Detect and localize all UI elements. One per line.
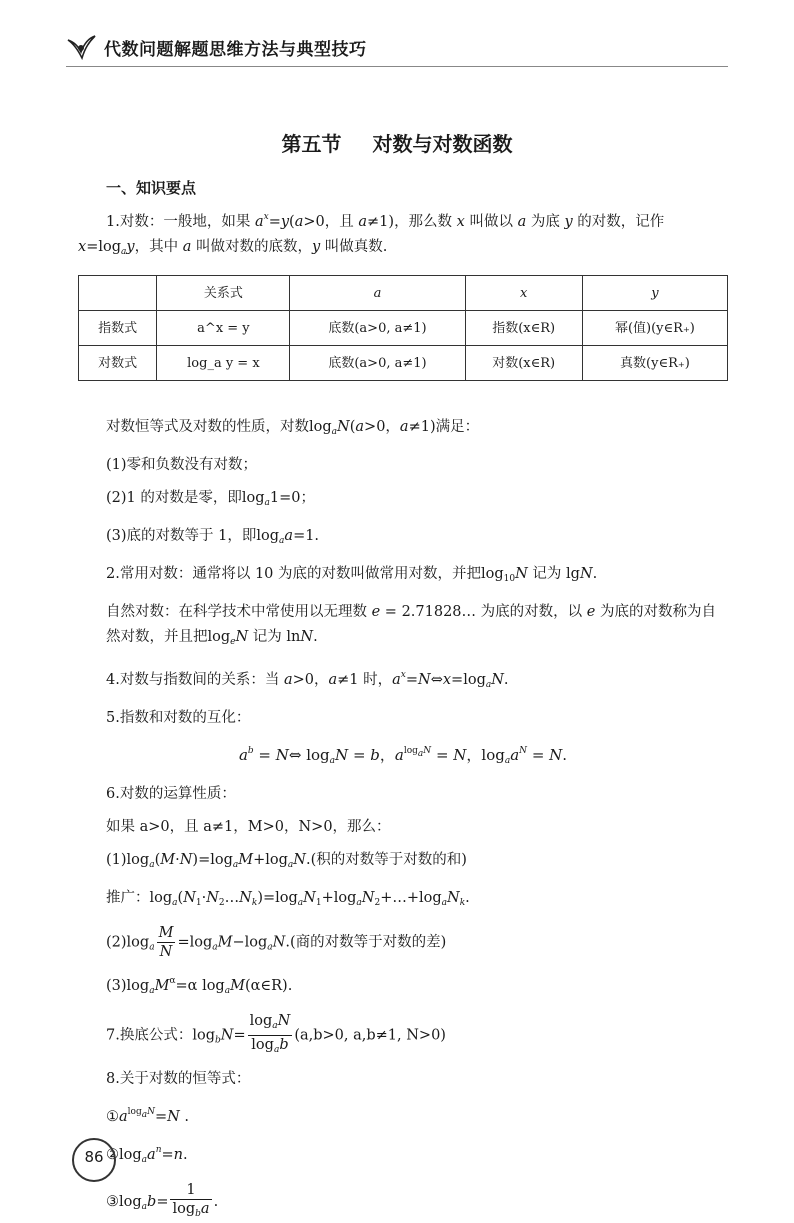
bird-logo-icon <box>66 32 96 62</box>
relation: 4.对数与指数间的关系：当 a>0，a≠1 时，$a^x=N\Leftrightarrow x=\log_aN$. <box>106 670 509 690</box>
operations-title: 6.对数的运算性质： <box>106 786 236 802</box>
common-log: 2.常用对数：通常将以 10 为底的对数叫做常用对数，并把$\log_{10}N$ 记为 lgN. <box>106 566 598 584</box>
power-rule: $(3)\log_aM^\alpha=\alpha$ $\log_aM(\alpha\in R)$. <box>106 976 293 996</box>
property-1: (1)零和负数没有对数； <box>106 457 258 473</box>
section-name: 对数与对数函数 <box>372 132 513 156</box>
table-cell: y <box>582 276 727 311</box>
quotient-rule: $(2)\log_a$ $\frac{M}{N}$ $=\log_aM-\log_aN$.(商的对数等于对数的差) <box>106 925 447 960</box>
table-cell: a <box>290 276 465 311</box>
table-cell: log_a y = x <box>157 346 290 381</box>
table-cell: 对数式 <box>79 346 157 381</box>
subheading: 一、知识要点 <box>106 179 197 197</box>
main-content <box>78 168 728 1223</box>
definition-line-1: 1.对数：一般地，如果 $a^x=y(a>0$，且 a≠1)，那么数 x 叫做以 a 为底 y 的对数，记作 <box>106 212 665 230</box>
section-title <box>0 128 794 157</box>
table-cell <box>79 276 157 311</box>
table-row <box>79 311 728 346</box>
table-row <box>79 346 728 381</box>
table-cell: 底数(a>0, a≠1) <box>290 346 465 381</box>
identities-title: 8.关于对数的恒等式： <box>106 1071 251 1087</box>
natural-log-line-1: 自然对数：在科学技术中常使用以无理数 e = 2.71828… 为底的对数，以 e 为底的对数称为自然对数，并且把$\log_eN$ 记为 lnN. <box>106 604 716 647</box>
table-cell: x <box>465 276 582 311</box>
page-header <box>66 30 367 64</box>
identity-3: $③\log_ab=$ $\frac{1}{\log_ba}$ . <box>106 1182 219 1219</box>
product-rule: $(1)\log_a(M\cdot N)=\log_aM+\log_aN$.(积的对数等于对数的和) <box>106 852 467 870</box>
property-2: (2)1 的对数是零，即$\log_a1=0$； <box>106 490 316 508</box>
interconversion-title: 5.指数和对数的互化： <box>106 710 251 726</box>
header-divider <box>66 66 728 67</box>
page-number-text: 86 <box>84 1148 104 1166</box>
definition-line-2: $x=\log_ay$，其中 a 叫做对数的底数，y 叫做真数. <box>78 239 388 257</box>
identity-1: $①a^{log_aN}=N$ . <box>106 1107 190 1125</box>
table-cell: a^x = y <box>157 311 290 346</box>
interconversion-formula: $a^b$ = N⇔ $\log_aN = b$，$a^{log_aN} = N$，$\log_aa^N = N$. <box>238 746 568 766</box>
book-title: 代数问题解题思维方法与典型技巧 <box>104 39 367 60</box>
table-cell: 对数(x∈R) <box>465 346 582 381</box>
page-number <box>72 1138 118 1184</box>
table-cell: 指数(x∈R) <box>465 311 582 346</box>
table-cell: 关系式 <box>157 276 290 311</box>
table-header-row <box>79 276 728 311</box>
section-number: 第五节 <box>281 132 342 156</box>
change-of-base: 7.换底公式：$\log_bN=$ $\frac{\log_aN}{\log_ab}$ (a,b>0, a,b≠1, N>0) <box>106 1013 446 1055</box>
properties-intro: 对数恒等式及对数的性质，对数$\log_aN(a>0$，a≠1)满足： <box>106 419 480 437</box>
table-cell: 底数(a>0, a≠1) <box>290 311 465 346</box>
property-3: (3)底的对数等于 1，即$\log_aa=1$. <box>106 528 320 546</box>
product-rule-extension: 推广：$\log_a(N_1\cdot N_2\dots N_k)=\log_aN_1+\log_aN_2+\dots+\log_aN_k$. <box>106 890 470 908</box>
table-cell: 幂(值)(y∈R₊) <box>582 311 727 346</box>
relation-table <box>78 275 728 381</box>
operations-condition: 如果 a>0，且 a≠1，M>0，N>0，那么： <box>106 819 391 835</box>
table-cell: 指数式 <box>79 311 157 346</box>
table-cell: 真数(y∈R₊) <box>582 346 727 381</box>
identity-2: $②\log_aa^n=n$. <box>106 1145 188 1165</box>
